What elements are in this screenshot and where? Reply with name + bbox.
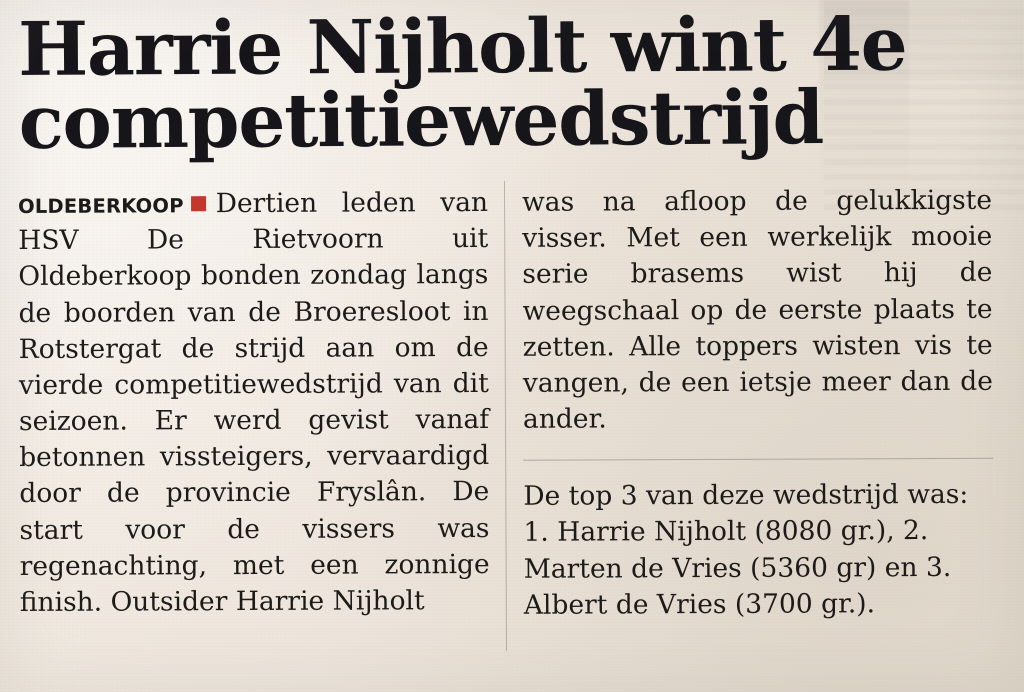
article-columns: [18, 182, 1004, 625]
results-paragraph: De top 3 van deze wedstrijd was: 1. Harrie Nijholt (8080 gr.), 2. Marten de Vries (5360 gr) en 3. Albert de Vries (3700 gr.).: [523, 478, 969, 621]
headline-line-1: Harrie Nijholt wint 4e: [17, 1, 907, 93]
column-divider: [504, 180, 507, 650]
headline-line-2: competitiewedstrijd: [18, 75, 824, 167]
left-column-paragraph: [18, 184, 490, 620]
left-column-body: Dertien leden van HSV De Rietvoorn uit Oldeberkoop bonden zondag langs de boorden van de Broeresloot in Rotstergat de strijd aan om de vierde competitiewedstrijd van dit seizoen. Er werd gevist vanaf betonnen vissteigers, vervaardigd door de provincie Fryslân. De start voor de vissers was regenachting, met een zonnige finish. Outsider Harrie Nijholt: [18, 186, 490, 618]
column-left: [18, 184, 490, 625]
column-right: [522, 182, 994, 623]
dateline: OLDEBERKOOP: [18, 193, 184, 218]
page-title: [17, 1, 1003, 167]
right-column-paragraph: was na afloop de gelukkigste visser. Met een werkelijk mooie serie brasems wist hij de weegschaal op de eerste plaats te zetten. Alle toppers wisten vis te vangen, de een ietsje meer dan de ander.: [522, 184, 993, 435]
square-bullet-icon: [191, 196, 206, 211]
section-divider-rule: [523, 457, 993, 460]
